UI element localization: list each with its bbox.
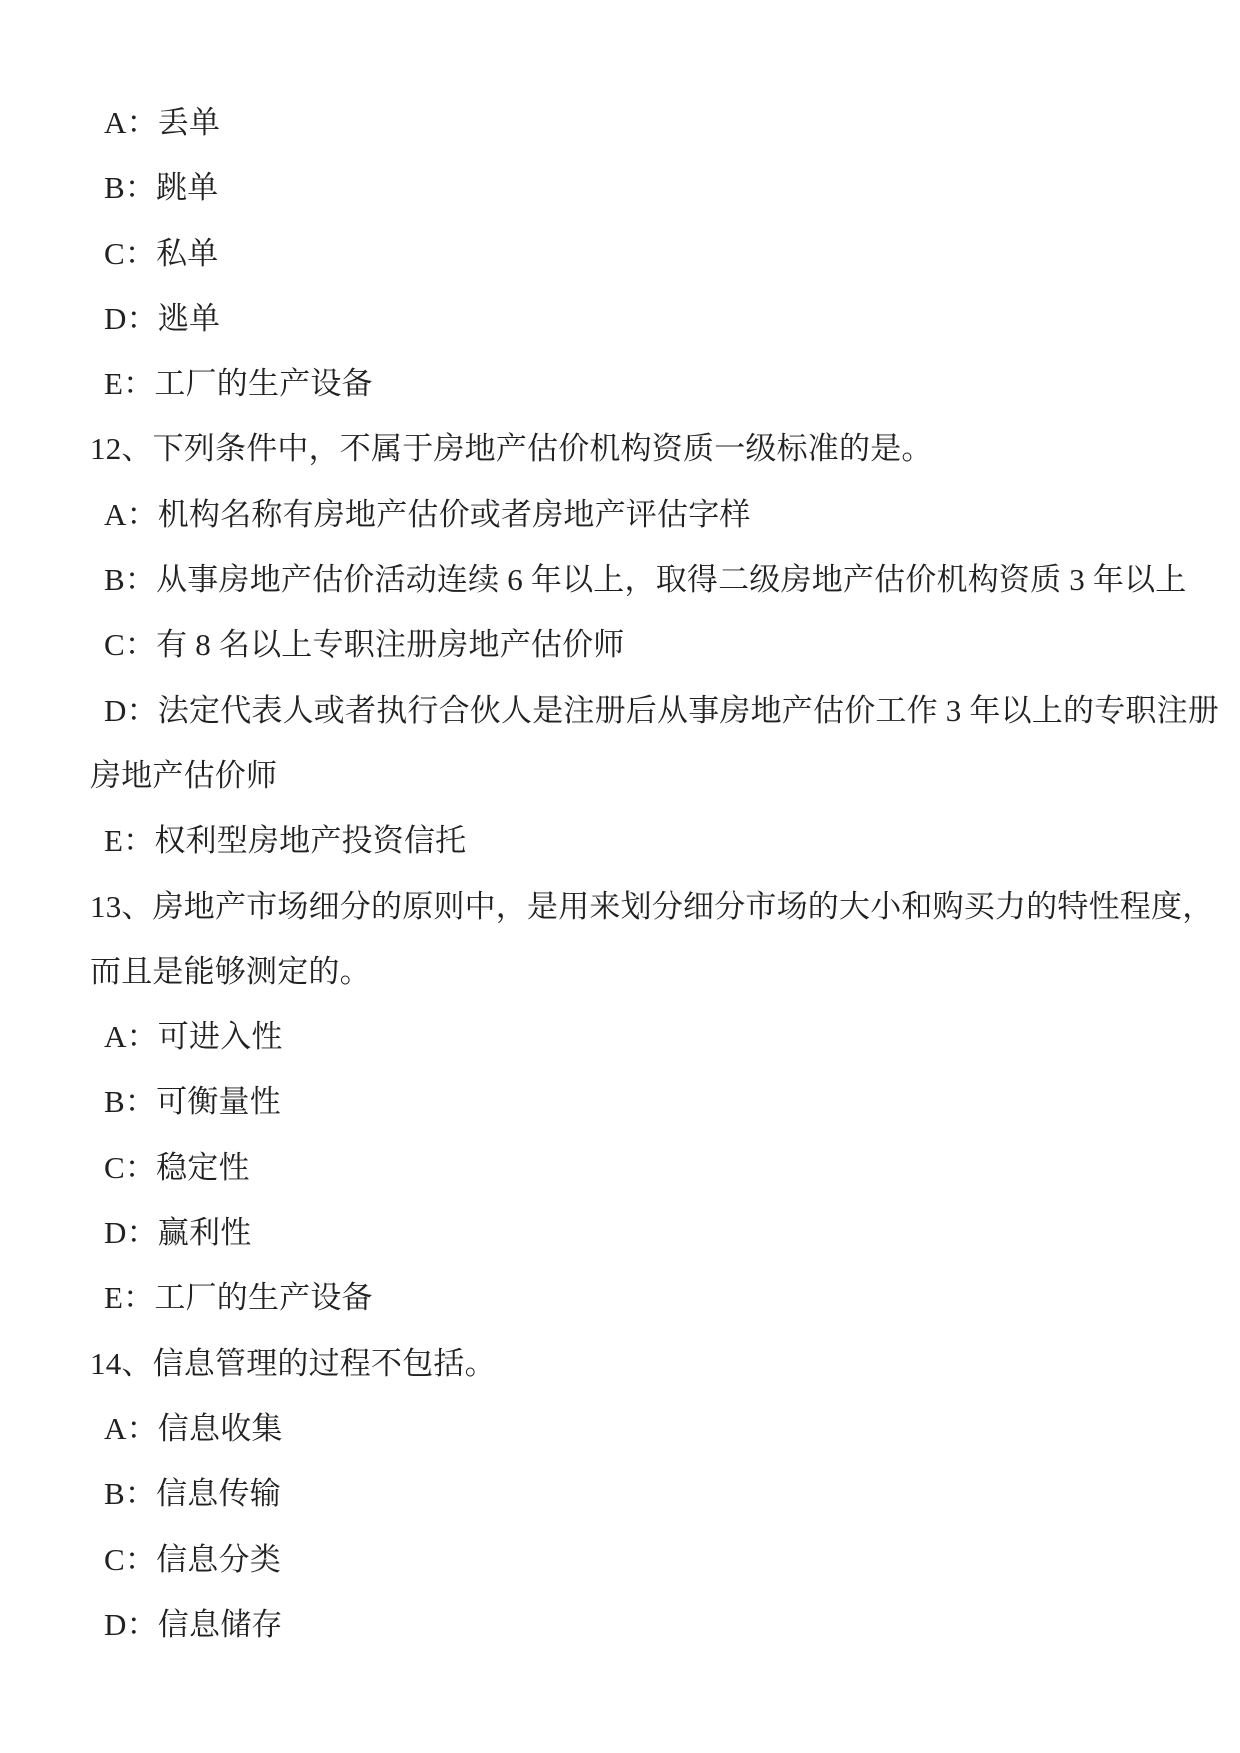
question-block xyxy=(90,874,1214,1331)
question-number-separator: 、 xyxy=(121,431,153,467)
option-label: A xyxy=(104,496,127,532)
question-number-separator: 、 xyxy=(121,888,153,924)
option-line xyxy=(90,482,1190,547)
option-text: 私单 xyxy=(156,235,219,271)
option-text: 可衡量性 xyxy=(156,1084,281,1120)
option-label: A xyxy=(104,105,127,140)
option-label-separator: ： xyxy=(124,1084,157,1120)
option-label-separator: ： xyxy=(126,692,158,728)
option-text: 信息传输 xyxy=(156,1476,281,1512)
option-label: B xyxy=(104,1084,125,1120)
question-stem-text: 下列条件中，不属于房地产估价机构资质一级标准的是。 xyxy=(152,431,933,467)
option-text: 可进入性 xyxy=(157,1019,283,1055)
option-label: C xyxy=(104,1149,125,1185)
option-line xyxy=(90,678,1219,743)
option-line xyxy=(90,155,1190,220)
option-text: 有 8 名以上专职注册房地产估价师 xyxy=(156,627,625,663)
option-text: 权利型房地产投资信托 xyxy=(154,823,467,859)
question-stem-line xyxy=(90,1331,1190,1396)
option-line xyxy=(90,1527,1190,1592)
option-continuation-line xyxy=(90,743,1190,808)
question-stem-line xyxy=(90,416,1190,481)
option-label-separator: ： xyxy=(126,1410,158,1446)
question-stem-text: 信息管理的过程不包括。 xyxy=(152,1345,496,1381)
option-text: 稳定性 xyxy=(156,1149,250,1185)
option-line xyxy=(90,808,1190,873)
option-line xyxy=(90,547,1190,612)
option-label: C xyxy=(104,235,125,271)
option-line xyxy=(90,90,1190,155)
question-block xyxy=(90,416,1219,873)
option-label: C xyxy=(104,1541,125,1577)
question-stem-continuation-line xyxy=(90,939,1190,1004)
option-line xyxy=(90,1396,1190,1461)
option-line xyxy=(90,1135,1190,1200)
option-label-separator: ： xyxy=(124,1476,157,1512)
option-label: E xyxy=(104,366,124,402)
option-label: D xyxy=(104,1606,127,1642)
option-label-separator: ： xyxy=(123,1280,155,1316)
option-label-separator: ： xyxy=(123,823,155,859)
option-label: B xyxy=(104,170,125,206)
option-text: 机构名称有房地产估价或者房地产评估字样 xyxy=(157,496,751,532)
option-label-separator: ： xyxy=(124,627,157,663)
option-text: 房地产估价师 xyxy=(90,757,278,793)
option-text: 逃单 xyxy=(157,300,221,336)
option-line xyxy=(90,1200,1190,1265)
option-label-separator: ： xyxy=(124,170,157,206)
option-text: 丢单 xyxy=(157,105,221,140)
question-number: 13 xyxy=(90,888,122,924)
option-line xyxy=(90,1265,1190,1330)
question-block xyxy=(90,1331,1190,1657)
option-label-separator: ： xyxy=(126,1215,158,1251)
option-line xyxy=(90,1004,1190,1069)
option-label-separator: ： xyxy=(126,1606,158,1642)
option-label-separator: ： xyxy=(124,1149,157,1185)
option-label-separator: ： xyxy=(123,366,155,402)
option-label: C xyxy=(104,627,125,663)
option-line xyxy=(90,1592,1190,1657)
option-label: E xyxy=(104,1280,124,1316)
option-label-separator: ： xyxy=(124,235,157,271)
question-block xyxy=(90,90,1190,416)
option-line xyxy=(90,286,1190,351)
option-label: E xyxy=(104,823,124,859)
question-number: 14 xyxy=(90,1345,122,1381)
option-label-separator: ： xyxy=(126,300,158,336)
question-stem-text: 而且是能够测定的。 xyxy=(90,953,371,989)
option-text: 信息储存 xyxy=(157,1606,283,1642)
option-label-separator: ： xyxy=(126,496,158,532)
option-line xyxy=(90,1461,1190,1526)
question-number: 12 xyxy=(90,431,122,467)
option-text: 工厂的生产设备 xyxy=(154,1280,373,1316)
option-label-separator: ： xyxy=(124,562,157,598)
option-label: D xyxy=(104,692,127,728)
option-text: 从事房地产估价活动连续 6 年以上，取得二级房地产估价机构资质 3 年以上 xyxy=(156,562,1187,598)
option-label-separator: ： xyxy=(126,105,158,140)
option-label: D xyxy=(104,300,127,336)
option-line xyxy=(90,351,1190,416)
question-number-separator: 、 xyxy=(121,1345,153,1381)
option-text: 信息收集 xyxy=(157,1410,283,1446)
option-line xyxy=(90,612,1190,677)
option-label-separator: ： xyxy=(126,1019,158,1055)
option-label: B xyxy=(104,1476,125,1512)
question-stem-line xyxy=(90,874,1214,939)
option-text: 跳单 xyxy=(156,170,219,206)
option-text: 工厂的生产设备 xyxy=(154,366,373,402)
option-text: 信息分类 xyxy=(156,1541,281,1577)
option-text: 法定代表人或者执行合伙人是注册后从事房地产估价工作 3 年以上的专职注册 xyxy=(157,692,1219,728)
option-text: 赢利性 xyxy=(157,1215,252,1251)
option-line xyxy=(90,221,1190,286)
question-stem-text: 房地产市场细分的原则中，是用来划分细分市场的大小和购买力的特性程度， xyxy=(152,888,1214,924)
option-label-separator: ： xyxy=(124,1541,157,1577)
option-label: B xyxy=(104,562,125,598)
option-label: D xyxy=(104,1215,127,1251)
option-line xyxy=(90,1069,1190,1134)
option-label: A xyxy=(104,1019,127,1055)
option-label: A xyxy=(104,1410,127,1446)
